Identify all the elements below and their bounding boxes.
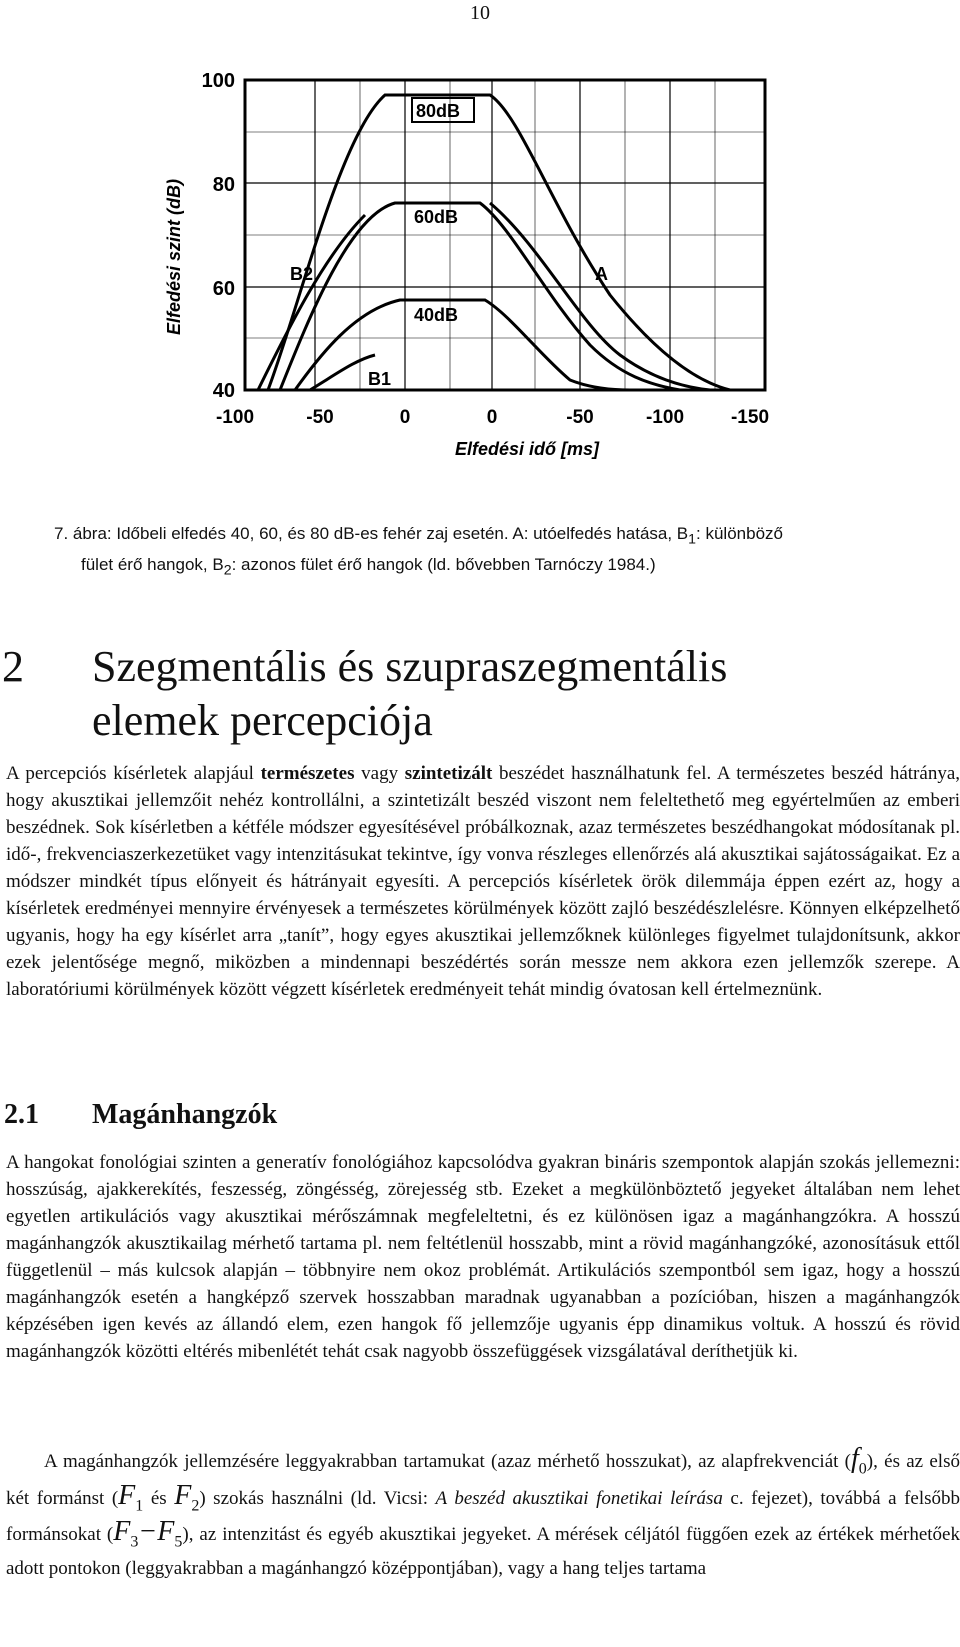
x-tick: -100	[645, 407, 685, 428]
caption-line1: 7. ábra: Időbeli elfedés 40, 60, és 80 dB-es fehér zaj esetén. A: utóelfedés hatása, B	[54, 524, 689, 543]
symbol-f1: $F_1$	[118, 1479, 144, 1515]
p3-b: ), és az első két formánst (	[6, 1451, 960, 1509]
caption-line2: fület érő hangok, B	[81, 555, 224, 575]
p3-d: c. fejezet), továbbá a felsőbb formánsokat (	[6, 1487, 960, 1546]
x-axis-label: Elfedési idő [ms]	[455, 439, 600, 459]
p1-rest: beszédet használhatunk fel. A természetes beszéd hátránya, hogy akusztikai jellemzőit nehéz kontrollálni, a szintetizált beszéd viszont nem feleltethető meg egyértelműen az emberi beszédnek. Sok kísérletben a kétféle módszer egyesítésével próbálkoznak, azaz természetes beszédhangokat módosítanak pl. idő-, frekvenciaszerkezetüket vagy intenzitásukat tekintve, így vonva részleges ellenőrzés alá akusztikai sajátosságaikat. Ez a módszer mindkét típus előnyeit és hátrányait egyesíti. A percepciós kísérletek örök dilemmája éppen ezért az, hogy a kísérletek eredményei mennyire érvényesek a természetes körülmények között zajló beszédészlelésre. Könnyen elképzelhető ugyanis, hogy ha egy kísérlet arra „tanít”, hogy egyes akusztikai jellemzőknek különleges figyelmet tulajdonítsunk, akkor ezek jelentősége megnő, miközben a mindennapi beszédértés során messze nem akkora ezen jellemzők szerepe. A laboratóriumi körülmények között végzett kísérletek eredményeit tehát mindig óvatosan kell értelmeznünk.	[6, 763, 960, 1000]
symbol-f3-f5: $F_3-F_5$	[113, 1516, 183, 1551]
p3-c: ) szokás használni (ld. Vicsi:	[199, 1487, 436, 1509]
label-80db: 80dB	[416, 101, 461, 121]
figure-grid	[245, 80, 765, 390]
y-tick: 100	[201, 70, 235, 92]
caption-sub2: 2	[223, 562, 232, 579]
section-title-line2: elemek percepciója	[92, 696, 433, 745]
caption-line1-end: : különböző	[696, 524, 783, 543]
masking-figure	[150, 55, 830, 505]
curve-80db	[268, 95, 730, 390]
page-number: 10	[470, 2, 490, 24]
label-60db: 60dB	[414, 207, 459, 227]
figure-caption	[54, 521, 934, 584]
paragraph-3	[6, 1443, 960, 1582]
paragraph-1	[6, 760, 960, 1003]
caption-sub1: 1	[688, 531, 697, 548]
section-number: 2	[2, 642, 24, 691]
symbol-f2: $F_2$	[174, 1479, 200, 1515]
subsection-number: 2.1	[4, 1099, 39, 1130]
y-tick: 40	[212, 380, 235, 402]
p3-a: A magánhangzók jellemzésére leggyakrabban tartamukat (azaz mérhető hosszukat), az alapfrekvenciát (	[44, 1451, 852, 1472]
p1-bold-natural: természetes	[260, 763, 355, 784]
y-tick: 60	[212, 278, 235, 300]
paragraph-2: A hangokat fonológiai szinten a generatív fonológiához kapcsolódva gyakran bináris szempontok alapján szokás jellemezni: hosszúság, ajakkerekítés, feszesség, zöngésség, zörejesség stb. Ezeket a megkülönböztető jegyeket általában nem lehet egyetlen artikulációs vagy akusztikai mérőszámnak megfeleltetni, és ez különösen igaz a magánhangzókra. A hosszú magánhangzók akusztikailag mérhető tartama pl. nem feltétlenül hosszabb, mint a rövid magánhangzóké, azonosításuk ettől függetlenül – más kulcsok alapján – többnyire nem okoz problémát. Artikulációs szempontból sem igaz, hogy a hosszú magánhangzók esetén a hangképző szervek hosszabban maradnak ugyanabban a pozícióban, hiszen a magánhangzók képzésében igen kevés az állandó elem, ezen hangok fő jellemzője ugyanis épp dinamikus voltuk. A hosszú és rövid magánhangzók közötti eltérés mibenlétét tehát csak nagyobb összefüggések vizsgálatával deríthetjük ki.	[6, 1152, 960, 1362]
label-40db: 40dB	[414, 305, 459, 325]
x-tick: -150	[730, 407, 770, 428]
curve-60db	[280, 203, 680, 390]
p1-start: A percepciós kísérletek alapjául	[6, 763, 261, 784]
p3-and: és	[143, 1487, 175, 1509]
x-tick: -100	[215, 407, 255, 428]
y-tick: 80	[212, 174, 235, 196]
subsection-heading	[4, 1098, 954, 1132]
section-heading	[0, 640, 960, 748]
p1-mid: vagy	[354, 763, 405, 784]
section-title-line1: Szegmentális és szupraszegmentális	[92, 642, 728, 691]
curve-b1	[310, 355, 375, 390]
label-b1: B1	[368, 369, 392, 389]
p3-reference-title: A beszéd akusztikai fonetikai leírása	[435, 1487, 723, 1509]
label-a: A	[595, 264, 608, 284]
x-tick: -50	[566, 407, 594, 428]
p1-bold-synthetic: szintetizált	[404, 763, 493, 784]
caption-line2-end: : azonos fület érő hangok (ld. bővebben Tarnóczy 1984.)	[231, 555, 656, 575]
curve-b2	[258, 215, 365, 390]
p3-e: ), az intenzitást és egyéb akusztikai jegyeket. A mérések céljától függően ezek az értékek mérhetőek adott pontokon (leggyakrabban a magánhangzó középpontjában), vagy a hang teljes tartama	[6, 1524, 960, 1579]
y-axis-label: Elfedési szint (dB)	[164, 178, 184, 335]
label-b2: B2	[290, 264, 314, 284]
x-tick: -50	[306, 407, 334, 428]
x-tick: 0	[486, 407, 498, 428]
symbol-f0: $f_0$	[851, 1443, 867, 1478]
subsection-title: Magánhangzók	[92, 1099, 278, 1130]
x-tick: 0	[399, 407, 411, 428]
